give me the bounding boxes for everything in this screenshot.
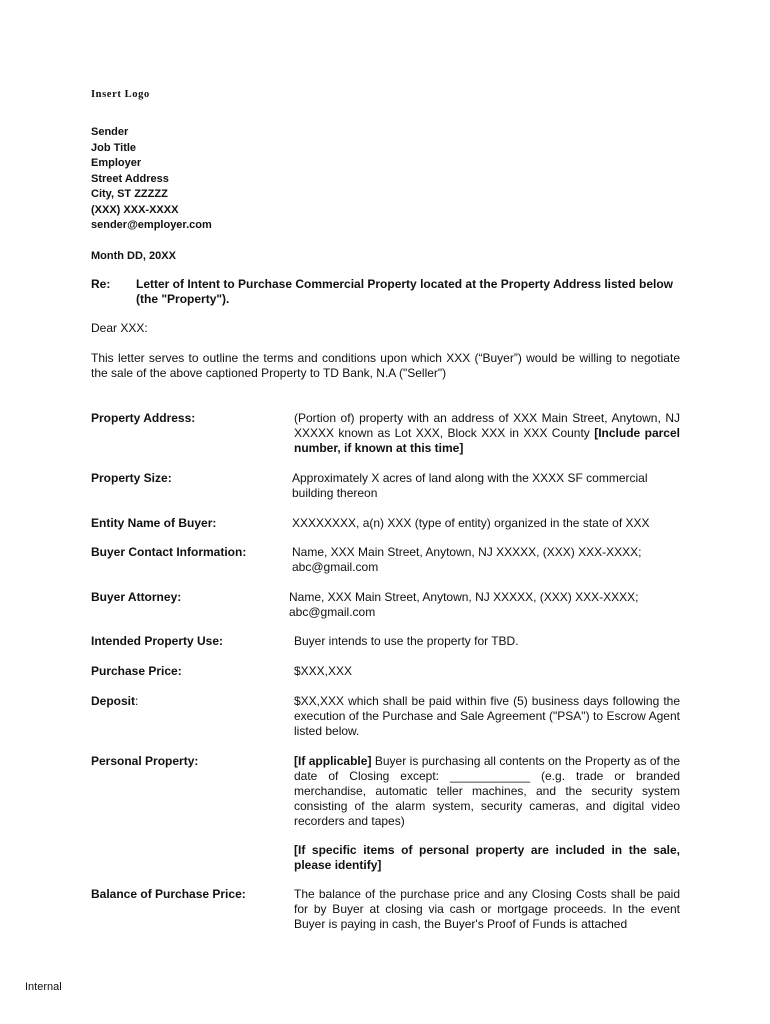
value-balance: The balance of the purchase price and any Closing Costs shall be paid for by Buyer at closing via cash or mortgage proceeds. In the event Buyer is paying in cash, the Buyer's Proof of Funds is attached: [294, 887, 680, 931]
footer-classification: Internal: [25, 981, 62, 993]
value-property-size: Approximately X acres of land along with the XXXX SF commercial building thereon: [292, 471, 648, 500]
label-entity-name: Entity Name of Buyer:: [91, 516, 217, 530]
re-subject: Letter of Intent to Purchase Commercial Property located at the Property Address listed below (the "Property").: [136, 277, 674, 306]
label-buyer-contact: Buyer Contact Information:: [91, 545, 247, 559]
label-property-address: Property Address:: [91, 411, 196, 425]
logo-placeholder: Insert Logo: [91, 89, 150, 100]
letter-date: Month DD, 20XX: [91, 250, 176, 262]
deposit-label-text: Deposit: [91, 694, 136, 708]
sender-job-title: Job Title: [91, 141, 137, 154]
label-intended-use: Intended Property Use:: [91, 634, 224, 648]
sender-block: [91, 125, 212, 234]
property-address-text: (Portion of) property with an address of XXX Main Street, Anytown, NJ XXXXX known as Lot XXX, Block XXX in XXX County: [294, 411, 680, 440]
salutation: Dear XXX:: [91, 321, 148, 335]
label-property-size: Property Size:: [91, 471, 172, 485]
value-entity-name: XXXXXXXX, a(n) XXX (type of entity) organized in the state of XXX: [292, 516, 650, 530]
label-deposit: [91, 694, 138, 709]
property-address-note: [Include parcel number, if known at this time]: [294, 426, 680, 455]
label-balance: Balance of Purchase Price:: [91, 887, 246, 901]
personal-property-note: [If specific items of personal property are included in the sale, please identify]: [294, 843, 680, 872]
value-deposit: $XX,XXX which shall be paid within five (5) business days following the execution of the Purchase and Sale Agreement ("PSA") to Escrow Agent listed below.: [294, 694, 680, 738]
sender-city: City, ST ZZZZZ: [91, 188, 168, 200]
label-buyer-attorney: Buyer Attorney:: [91, 590, 182, 604]
value-intended-use: Buyer intends to use the property for TBD.: [294, 634, 519, 648]
value-buyer-attorney: Name, XXX Main Street, Anytown, NJ XXXXX, (XXX) XXX-XXXX; abc@gmail.com: [289, 590, 639, 619]
value-buyer-contact: Name, XXX Main Street, Anytown, NJ XXXXX, (XXX) XXX-XXXX; abc@gmail.com: [292, 545, 642, 574]
personal-property-prefix: [If applicable]: [294, 754, 372, 768]
sender-street: Street Address: [91, 172, 169, 185]
personal-property-text: Buyer is purchasing all contents on the Property as of the date of Closing except: ____________ (e.g. trade or branded merchandise, automatic teller machines, and the security system consisting of the alarm system, security cameras, and digital video recorders and tapes): [294, 754, 681, 828]
value-property-address: [294, 411, 680, 456]
sender-name: Sender: [91, 126, 129, 138]
sender-employer: Employer: [91, 157, 142, 169]
value-personal-property: [294, 754, 680, 829]
sender-email: sender@employer.com: [91, 219, 212, 231]
sender-phone: (XXX) XXX-XXXX: [91, 203, 179, 216]
re-label: Re:: [91, 277, 111, 291]
label-purchase-price: Purchase Price:: [91, 664, 182, 678]
value-purchase-price: $XXX,XXX: [294, 664, 353, 678]
deposit-label-colon: :: [135, 694, 139, 708]
intro-paragraph: This letter serves to outline the terms and conditions upon which XXX (“Buyer”) would be willing to negotiate the sale of the above captioned Property to TD Bank, N.A ("Seller"): [91, 351, 680, 380]
label-personal-property: Personal Property:: [91, 754, 199, 768]
